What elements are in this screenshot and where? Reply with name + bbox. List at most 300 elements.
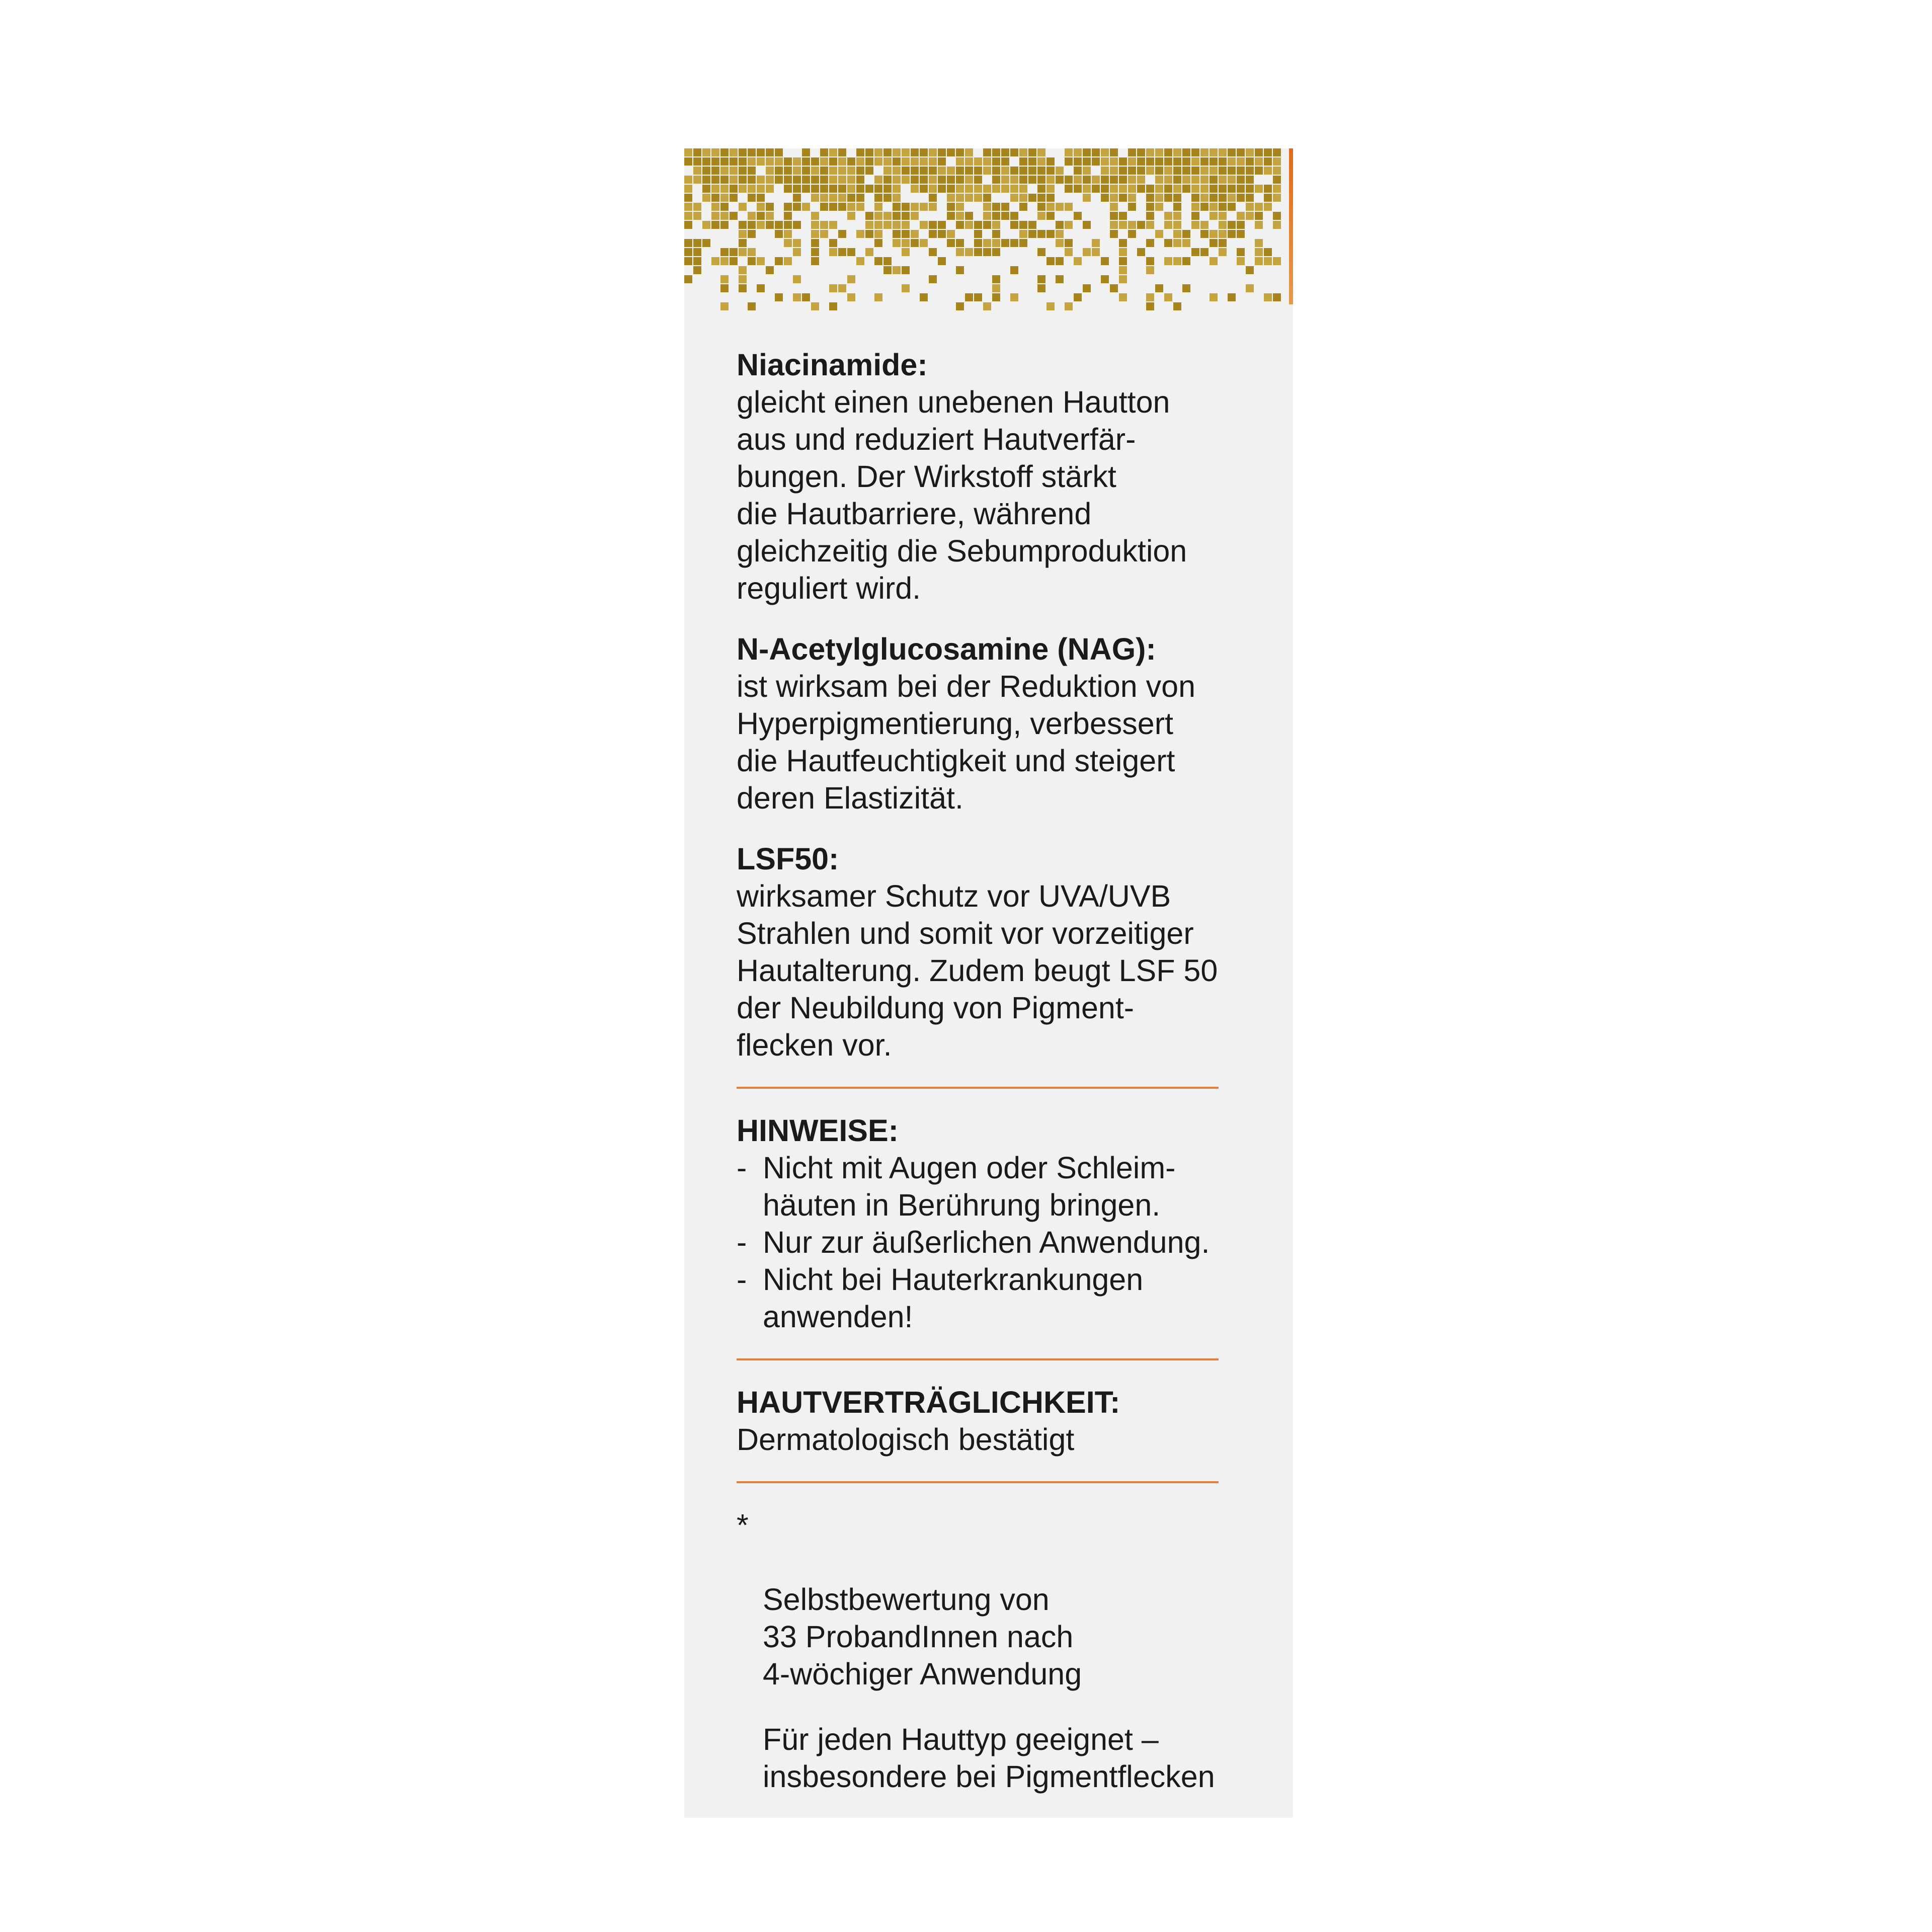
pattern-pixel bbox=[911, 176, 919, 184]
pattern-pixel bbox=[1264, 185, 1272, 193]
pattern-pixel bbox=[1164, 167, 1172, 175]
pattern-pixel bbox=[947, 239, 955, 247]
pattern-pixel bbox=[684, 275, 692, 283]
pattern-pixel bbox=[720, 284, 729, 292]
pattern-pixel bbox=[1164, 148, 1172, 156]
pattern-pixel bbox=[893, 167, 901, 175]
pattern-pixel bbox=[1246, 212, 1254, 220]
pattern-pixel bbox=[793, 239, 801, 247]
pattern-pixel bbox=[1246, 203, 1254, 211]
pattern-pixel bbox=[1119, 176, 1127, 184]
pattern-pixel bbox=[902, 221, 910, 229]
pattern-pixel bbox=[820, 148, 828, 156]
pattern-pixel bbox=[1246, 185, 1254, 193]
pattern-pixel bbox=[920, 239, 928, 247]
pattern-pixel bbox=[847, 194, 855, 202]
pattern-pixel bbox=[1164, 221, 1172, 229]
pattern-pixel bbox=[1101, 194, 1109, 202]
pattern-pixel bbox=[1191, 221, 1199, 229]
pattern-pixel bbox=[1074, 157, 1082, 166]
pattern-pixel bbox=[748, 167, 756, 175]
pattern-pixel bbox=[1046, 167, 1055, 175]
pattern-pixel bbox=[992, 230, 1000, 238]
pattern-pixel bbox=[1210, 239, 1218, 247]
pattern-pixel bbox=[874, 203, 882, 211]
pattern-pixel bbox=[865, 167, 873, 175]
pattern-pixel bbox=[1092, 176, 1100, 184]
pattern-pixel bbox=[757, 148, 765, 156]
pattern-pixel bbox=[965, 212, 973, 220]
pattern-pixel bbox=[1056, 167, 1064, 175]
pattern-pixel bbox=[766, 185, 774, 193]
pattern-pixel bbox=[1173, 203, 1181, 211]
pattern-pixel bbox=[1173, 302, 1181, 310]
pattern-pixel bbox=[893, 266, 901, 274]
pattern-pixel bbox=[693, 266, 701, 274]
pattern-pixel bbox=[1092, 148, 1100, 156]
pattern-pixel bbox=[757, 185, 765, 193]
pattern-pixel bbox=[902, 167, 910, 175]
pattern-pixel bbox=[684, 176, 692, 184]
pattern-pixel bbox=[893, 212, 901, 220]
pattern-pixel bbox=[965, 157, 973, 166]
pattern-pixel bbox=[775, 257, 783, 265]
pattern-pixel bbox=[1119, 266, 1127, 274]
pattern-pixel bbox=[802, 176, 810, 184]
pattern-pixel bbox=[1065, 221, 1073, 229]
pattern-pixel bbox=[829, 167, 837, 175]
pattern-pixel bbox=[1110, 176, 1118, 184]
section-text: ist wirksam bei der Reduktion von Hyperpigmentierung, verbessert die Hautfeuchtigkeit und steigert deren Elastizität. bbox=[737, 669, 1195, 815]
pattern-pixel bbox=[956, 212, 964, 220]
pattern-pixel bbox=[992, 157, 1000, 166]
pattern-pixel bbox=[1128, 148, 1136, 156]
pattern-pixel bbox=[720, 275, 729, 283]
pattern-pixel bbox=[793, 293, 801, 301]
pattern-pixel bbox=[1146, 185, 1154, 193]
pattern-pixel bbox=[1146, 148, 1154, 156]
pattern-pixel bbox=[1228, 194, 1236, 202]
pattern-pixel bbox=[1010, 293, 1018, 301]
pattern-pixel bbox=[874, 176, 882, 184]
pattern-pixel bbox=[1001, 167, 1009, 175]
pattern-pixel bbox=[784, 167, 792, 175]
pattern-pixel bbox=[820, 203, 828, 211]
pattern-pixel bbox=[956, 239, 964, 247]
pattern-pixel bbox=[956, 221, 964, 229]
pattern-pixel bbox=[1046, 302, 1055, 310]
pattern-pixel bbox=[938, 230, 946, 238]
pattern-pixel bbox=[1182, 148, 1190, 156]
pattern-pixel bbox=[757, 284, 765, 292]
pattern-pixel bbox=[847, 167, 855, 175]
pattern-pixel bbox=[1164, 257, 1172, 265]
pattern-pixel bbox=[1200, 203, 1209, 211]
pattern-pixel bbox=[720, 194, 729, 202]
pattern-pixel bbox=[1083, 194, 1091, 202]
pattern-pixel bbox=[1255, 157, 1263, 166]
pattern-pixel bbox=[1046, 185, 1055, 193]
pattern-pixel bbox=[1019, 176, 1027, 184]
pattern-pixel bbox=[1146, 194, 1154, 202]
pattern-pixel bbox=[1146, 221, 1154, 229]
pattern-pixel bbox=[974, 157, 982, 166]
pattern-pixel bbox=[1010, 212, 1018, 220]
pattern-pixel bbox=[739, 284, 747, 292]
pattern-pixel bbox=[1228, 167, 1236, 175]
pattern-pixel bbox=[938, 257, 946, 265]
pattern-pixel bbox=[947, 203, 955, 211]
pattern-pixel bbox=[829, 248, 837, 256]
pattern-pixel bbox=[1119, 293, 1127, 301]
pattern-pixel bbox=[847, 203, 855, 211]
pattern-pixel bbox=[929, 194, 937, 202]
pattern-pixel bbox=[1074, 185, 1082, 193]
pattern-pixel bbox=[1155, 148, 1163, 156]
pattern-pixel bbox=[938, 157, 946, 166]
pattern-pixel bbox=[730, 148, 738, 156]
pattern-pixel bbox=[711, 257, 719, 265]
pattern-pixel bbox=[793, 167, 801, 175]
pattern-pixel bbox=[739, 167, 747, 175]
pattern-pixel bbox=[838, 176, 846, 184]
pattern-pixel bbox=[1056, 275, 1064, 283]
pattern-pixel bbox=[730, 194, 738, 202]
pattern-pixel bbox=[1228, 230, 1236, 238]
pattern-pixel bbox=[902, 239, 910, 247]
pattern-pixel bbox=[929, 157, 937, 166]
pattern-pixel bbox=[1001, 212, 1009, 220]
pattern-pixel bbox=[1110, 212, 1118, 220]
pattern-pixel bbox=[1101, 157, 1109, 166]
pattern-pixel bbox=[847, 176, 855, 184]
pattern-pixel bbox=[938, 185, 946, 193]
pattern-pixel bbox=[1010, 148, 1018, 156]
pattern-pixel bbox=[983, 157, 991, 166]
pattern-pixel bbox=[1019, 157, 1027, 166]
pattern-pixel bbox=[811, 230, 819, 238]
pattern-pixel bbox=[1101, 185, 1109, 193]
pattern-pixel bbox=[1173, 230, 1181, 238]
pattern-pixel bbox=[947, 185, 955, 193]
list-item: - Nicht mit Augen oder Schleim- häuten in Berührung bringen. bbox=[737, 1149, 1280, 1224]
pattern-pixel bbox=[684, 185, 692, 193]
pattern-pixel bbox=[1264, 293, 1272, 301]
pattern-pixel bbox=[838, 157, 846, 166]
pattern-pixel bbox=[974, 248, 982, 256]
pattern-pixel bbox=[702, 157, 710, 166]
pattern-pixel bbox=[702, 221, 710, 229]
pattern-pixel bbox=[1065, 248, 1073, 256]
pattern-pixel bbox=[748, 221, 756, 229]
pattern-pixel bbox=[983, 302, 991, 310]
pattern-pixel bbox=[1037, 157, 1045, 166]
pattern-pixel bbox=[1155, 194, 1163, 202]
pattern-pixel bbox=[1037, 230, 1045, 238]
pattern-pixel bbox=[1164, 157, 1172, 166]
pattern-pixel bbox=[802, 203, 810, 211]
pattern-pixel bbox=[902, 148, 910, 156]
pattern-pixel bbox=[820, 167, 828, 175]
pattern-pixel bbox=[1210, 176, 1218, 184]
pattern-pixel bbox=[1255, 248, 1263, 256]
pattern-pixel bbox=[820, 194, 828, 202]
pattern-pixel bbox=[1173, 221, 1181, 229]
pattern-pixel bbox=[748, 257, 756, 265]
pattern-pixel bbox=[856, 185, 864, 193]
pattern-pixel bbox=[1219, 185, 1227, 193]
pattern-pixel bbox=[702, 167, 710, 175]
pattern-pixel bbox=[883, 257, 892, 265]
pattern-pixel bbox=[1083, 148, 1091, 156]
pattern-pixel bbox=[838, 148, 846, 156]
pattern-pixel bbox=[883, 221, 892, 229]
pattern-pixel bbox=[883, 194, 892, 202]
pattern-pixel bbox=[784, 221, 792, 229]
pattern-pixel bbox=[1110, 203, 1118, 211]
pattern-pixel bbox=[1164, 293, 1172, 301]
list-item: - Nur zur äußerlichen Anwendung. bbox=[737, 1224, 1280, 1261]
pattern-pixel bbox=[1146, 239, 1154, 247]
pattern-pixel bbox=[1083, 167, 1091, 175]
pattern-pixel bbox=[1074, 293, 1082, 301]
pattern-pixel bbox=[829, 302, 837, 310]
pattern-pixel bbox=[1246, 157, 1254, 166]
pattern-pixel bbox=[1155, 167, 1163, 175]
pattern-pixel bbox=[693, 176, 701, 184]
pattern-pixel bbox=[847, 275, 855, 283]
pattern-pixel bbox=[1128, 185, 1136, 193]
pattern-pixel bbox=[793, 248, 801, 256]
pattern-pixel bbox=[956, 157, 964, 166]
pattern-pixel bbox=[1128, 203, 1136, 211]
skin-type-note: Für jeden Hauttyp geeignet – insbesondere bei Pigmentflecken bbox=[763, 1722, 1215, 1794]
pattern-pixel bbox=[1110, 157, 1118, 166]
pattern-pixel bbox=[1028, 148, 1036, 156]
pattern-pixel bbox=[1200, 148, 1209, 156]
pattern-pixel bbox=[911, 167, 919, 175]
pattern-pixel bbox=[1210, 203, 1218, 211]
pattern-pixel bbox=[811, 157, 819, 166]
pattern-pixel bbox=[1273, 221, 1281, 229]
gold-pixel-pattern bbox=[684, 148, 1293, 319]
pattern-pixel bbox=[992, 167, 1000, 175]
pattern-pixel bbox=[1237, 221, 1245, 229]
pattern-pixel bbox=[974, 194, 982, 202]
pattern-pixel bbox=[1191, 176, 1199, 184]
pattern-pixel bbox=[720, 302, 729, 310]
pattern-pixel bbox=[730, 167, 738, 175]
pattern-pixel bbox=[757, 157, 765, 166]
pattern-pixel bbox=[965, 148, 973, 156]
pattern-pixel bbox=[720, 176, 729, 184]
pattern-pixel bbox=[1237, 257, 1245, 265]
pattern-pixel bbox=[1246, 194, 1254, 202]
pattern-pixel bbox=[911, 148, 919, 156]
pattern-pixel bbox=[1092, 185, 1100, 193]
pattern-pixel bbox=[811, 176, 819, 184]
pattern-pixel bbox=[902, 176, 910, 184]
pattern-pixel bbox=[1228, 185, 1236, 193]
pattern-pixel bbox=[693, 239, 701, 247]
pattern-pixel bbox=[983, 239, 991, 247]
pattern-pixel bbox=[929, 148, 937, 156]
pattern-pixel bbox=[1219, 157, 1227, 166]
pattern-pixel bbox=[1037, 203, 1045, 211]
section-text: gleicht einen unebenen Hautton aus und reduziert Hautverfär- bungen. Der Wirkstoff stärkt die Hautbarriere, während gleichzeitig die Sebumproduktion reguliert wird. bbox=[737, 385, 1187, 605]
pattern-pixel bbox=[811, 185, 819, 193]
pattern-pixel bbox=[983, 167, 991, 175]
pattern-pixel bbox=[1219, 248, 1227, 256]
pattern-pixel bbox=[793, 194, 801, 202]
section-niacinamide bbox=[737, 346, 1280, 607]
pattern-pixel bbox=[1037, 167, 1045, 175]
pattern-pixel bbox=[1146, 293, 1154, 301]
pattern-pixel bbox=[902, 284, 910, 292]
pattern-pixel bbox=[1210, 230, 1218, 238]
pattern-pixel bbox=[1092, 157, 1100, 166]
pattern-pixel bbox=[739, 275, 747, 283]
pattern-pixel bbox=[784, 212, 792, 220]
pattern-pixel bbox=[711, 176, 719, 184]
pattern-pixel bbox=[811, 302, 819, 310]
pattern-pixel bbox=[929, 167, 937, 175]
pattern-pixel bbox=[911, 230, 919, 238]
pattern-pixel bbox=[974, 230, 982, 238]
pattern-pixel bbox=[1119, 221, 1127, 229]
pattern-pixel bbox=[829, 239, 837, 247]
pattern-pixel bbox=[956, 302, 964, 310]
pattern-pixel bbox=[974, 167, 982, 175]
pattern-pixel bbox=[1010, 221, 1018, 229]
pattern-pixel bbox=[1028, 221, 1036, 229]
pattern-pixel bbox=[856, 148, 864, 156]
pattern-pixel bbox=[1092, 248, 1100, 256]
pattern-pixel bbox=[829, 157, 837, 166]
pattern-pixel bbox=[1074, 257, 1082, 265]
pattern-pixel bbox=[684, 194, 692, 202]
pattern-pixel bbox=[757, 194, 765, 202]
pattern-pixel bbox=[893, 157, 901, 166]
section-lsf50 bbox=[737, 840, 1280, 1064]
pattern-pixel bbox=[902, 212, 910, 220]
pattern-pixel bbox=[1028, 176, 1036, 184]
pattern-pixel bbox=[748, 194, 756, 202]
pattern-pixel bbox=[711, 212, 719, 220]
pattern-pixel bbox=[1010, 176, 1018, 184]
pattern-pixel bbox=[1074, 167, 1082, 175]
pattern-pixel bbox=[1173, 185, 1181, 193]
pattern-pixel bbox=[1273, 157, 1281, 166]
pattern-pixel bbox=[784, 203, 792, 211]
pattern-pixel bbox=[929, 185, 937, 193]
pattern-pixel bbox=[1092, 239, 1100, 247]
pattern-pixel bbox=[938, 167, 946, 175]
pattern-pixel bbox=[766, 266, 774, 274]
pattern-pixel bbox=[1273, 167, 1281, 175]
pattern-pixel bbox=[739, 176, 747, 184]
section-hautvertraeglichkeit bbox=[737, 1384, 1280, 1458]
pattern-pixel bbox=[956, 148, 964, 156]
pattern-pixel bbox=[856, 230, 864, 238]
pattern-pixel bbox=[983, 212, 991, 220]
pattern-pixel bbox=[992, 185, 1000, 193]
pattern-pixel bbox=[1237, 185, 1245, 193]
pattern-pixel bbox=[757, 221, 765, 229]
pattern-pixel bbox=[1146, 266, 1154, 274]
pattern-pixel bbox=[802, 185, 810, 193]
pattern-pixel bbox=[947, 212, 955, 220]
pattern-pixel bbox=[693, 203, 701, 211]
pattern-pixel bbox=[1200, 221, 1209, 229]
pattern-pixel bbox=[893, 185, 901, 193]
pattern-pixel bbox=[1037, 185, 1045, 193]
pattern-pixel bbox=[874, 230, 882, 238]
pattern-pixel bbox=[1255, 212, 1263, 220]
pattern-pixel bbox=[1182, 284, 1190, 292]
pattern-pixel bbox=[1056, 176, 1064, 184]
pattern-pixel bbox=[1219, 148, 1227, 156]
pattern-pixel bbox=[874, 239, 882, 247]
section-heading: N-Acetylglucosamine (NAG): bbox=[737, 632, 1156, 666]
pattern-pixel bbox=[766, 212, 774, 220]
pattern-pixel bbox=[720, 221, 729, 229]
pattern-pixel bbox=[874, 221, 882, 229]
pattern-pixel bbox=[711, 148, 719, 156]
pattern-pixel bbox=[1028, 167, 1036, 175]
pattern-pixel bbox=[1182, 176, 1190, 184]
pattern-pixel bbox=[1237, 230, 1245, 238]
pattern-pixel bbox=[992, 284, 1000, 292]
pattern-pixel bbox=[1146, 157, 1154, 166]
pattern-pixel bbox=[739, 148, 747, 156]
pattern-pixel bbox=[684, 148, 692, 156]
pattern-pixel bbox=[829, 284, 837, 292]
pattern-pixel bbox=[1191, 203, 1199, 211]
pattern-pixel bbox=[784, 239, 792, 247]
pattern-pixel bbox=[702, 239, 710, 247]
pattern-pixel bbox=[784, 176, 792, 184]
pattern-pixel bbox=[865, 185, 873, 193]
pattern-pixel bbox=[1056, 257, 1064, 265]
pattern-pixel bbox=[802, 167, 810, 175]
pattern-pixel bbox=[874, 212, 882, 220]
pattern-pixel bbox=[1037, 194, 1045, 202]
pattern-pixel bbox=[684, 239, 692, 247]
pattern-pixel bbox=[856, 257, 864, 265]
pattern-pixel bbox=[720, 185, 729, 193]
pattern-pixel bbox=[820, 176, 828, 184]
pattern-pixel bbox=[1137, 248, 1145, 256]
pattern-pixel bbox=[1083, 221, 1091, 229]
pattern-pixel bbox=[1110, 230, 1118, 238]
pattern-pixel bbox=[1246, 148, 1254, 156]
pattern-pixel bbox=[983, 203, 991, 211]
pattern-pixel bbox=[1219, 221, 1227, 229]
pattern-pixel bbox=[1264, 203, 1272, 211]
pattern-pixel bbox=[1119, 212, 1127, 220]
pattern-pixel bbox=[1146, 257, 1154, 265]
pattern-pixel bbox=[1065, 176, 1073, 184]
pattern-pixel bbox=[965, 221, 973, 229]
pattern-pixel bbox=[1210, 148, 1218, 156]
pattern-pixel bbox=[947, 176, 955, 184]
pattern-pixel bbox=[992, 148, 1000, 156]
pattern-pixel bbox=[766, 148, 774, 156]
pattern-pixel bbox=[1173, 148, 1181, 156]
pattern-pixel bbox=[1264, 167, 1272, 175]
pattern-pixel bbox=[730, 212, 738, 220]
